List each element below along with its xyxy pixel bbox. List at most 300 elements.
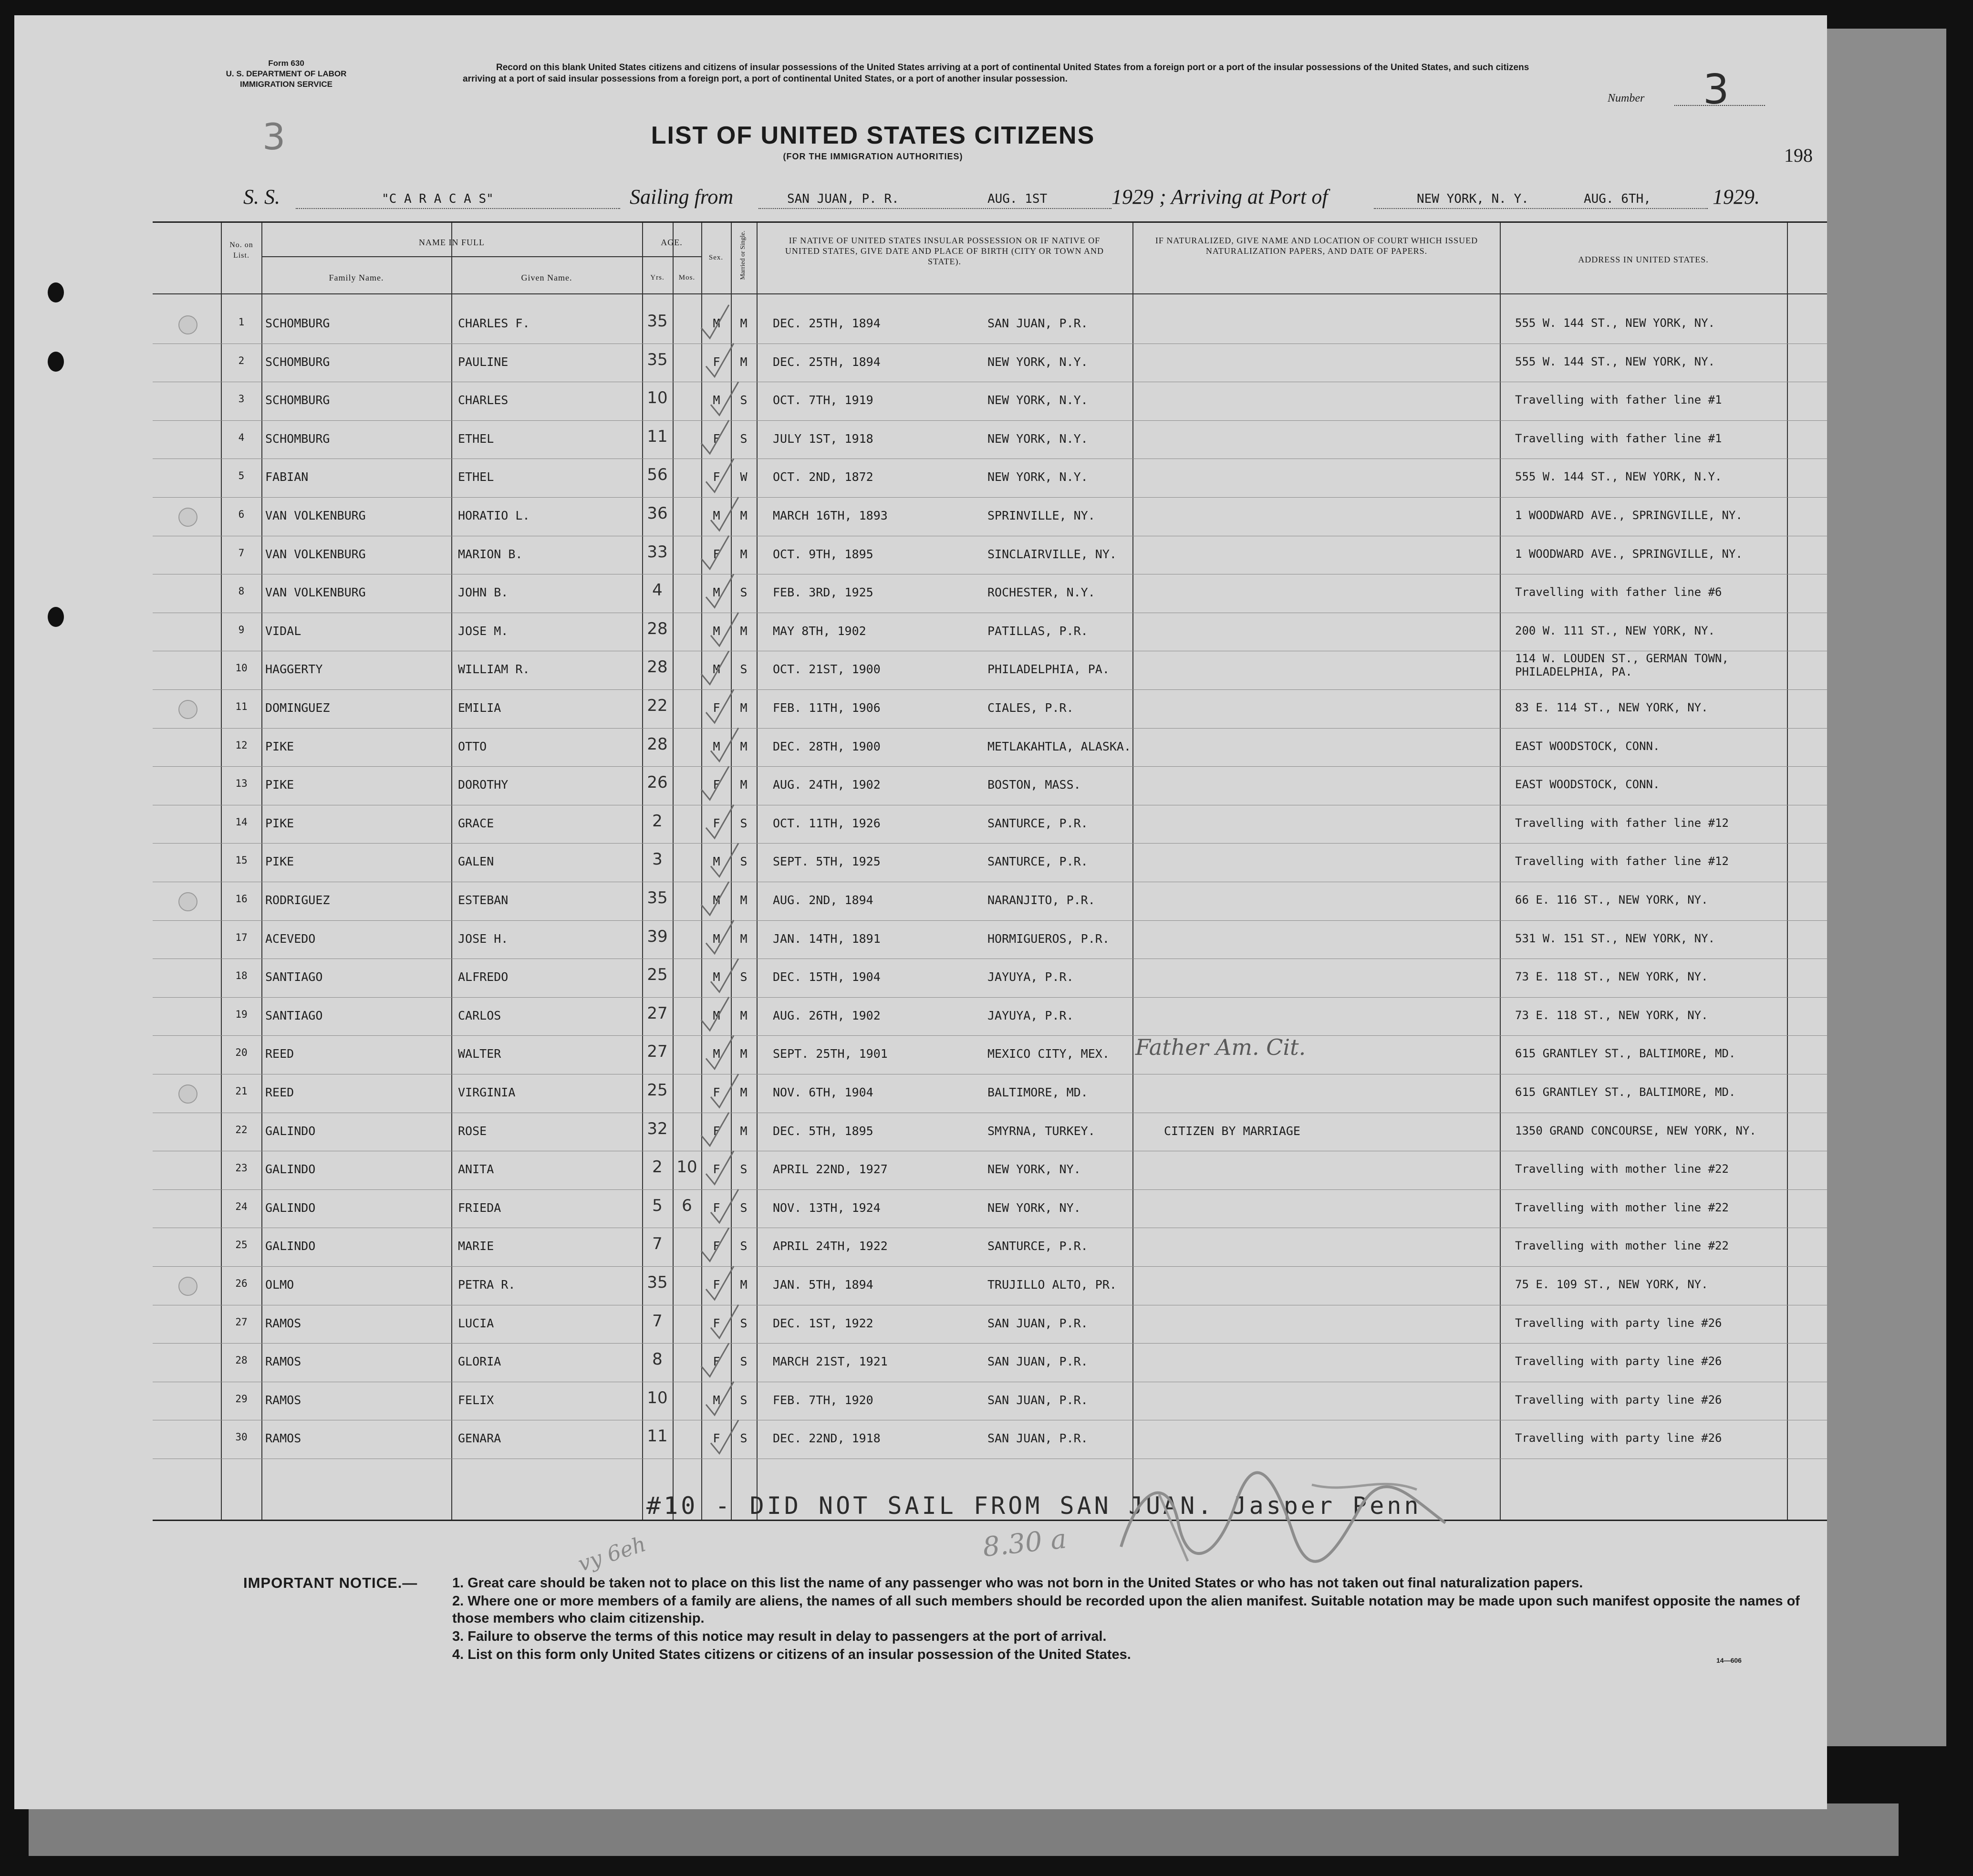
- marital-status: M: [740, 1124, 748, 1138]
- family-name: PIKE: [265, 816, 294, 830]
- us-address: 83 E. 114 ST., NEW YORK, NY.: [1515, 701, 1708, 714]
- row-number: 20: [235, 1047, 248, 1059]
- birth-place: PHILADELPHIA, PA.: [987, 662, 1110, 677]
- row-number: 21: [235, 1085, 248, 1097]
- notice-heading: IMPORTANT NOTICE.—: [243, 1574, 418, 1591]
- corner-mark: 3: [262, 115, 286, 158]
- family-name: VIDAL: [265, 624, 301, 638]
- row-number: 24: [235, 1200, 248, 1212]
- sex: F: [713, 778, 720, 792]
- age-years: 11: [647, 1427, 668, 1446]
- sex: F: [713, 1431, 720, 1446]
- row-number: 9: [238, 624, 245, 636]
- sex: F: [713, 816, 720, 830]
- age-years: 22: [647, 696, 668, 715]
- form-number: Form 630: [268, 59, 304, 68]
- row-number: 27: [235, 1316, 248, 1328]
- from-year: 1929: [1111, 185, 1153, 208]
- back-sheet-right: [1822, 29, 1946, 1746]
- naturalization: Father Am. Cit.: [1135, 1034, 1306, 1061]
- birth-date: OCT. 7TH, 1919: [773, 393, 873, 407]
- sex: M: [713, 1393, 720, 1407]
- age-years: 35: [647, 1273, 668, 1292]
- row-bullet: [178, 1084, 197, 1104]
- header-mos: Mos.: [678, 274, 696, 281]
- row-number: 11: [235, 701, 248, 712]
- header-birth: IF NATIVE OF UNITED STATES INSULAR POSSESSION OR IF NATIVE OF UNITED STATES, GIVE DATE AND PLACE OF BIRTH (CITY OR TOWN AND STATE).: [785, 236, 1104, 266]
- age-years: 10: [647, 388, 668, 408]
- header-bottom-rule: [153, 293, 1827, 294]
- sex: F: [713, 470, 720, 484]
- birth-place: SANTURCE, P.R.: [987, 816, 1088, 830]
- check-marks: [649, 294, 773, 1487]
- family-name: HAGGERTY: [265, 662, 323, 677]
- family-name: PIKE: [265, 778, 294, 792]
- birth-date: MARCH 21ST, 1921: [773, 1355, 888, 1369]
- department-name: U. S. DEPARTMENT OF LABOR: [226, 69, 347, 78]
- birth-date: DEC. 22ND, 1918: [773, 1431, 881, 1446]
- marital-status: M: [740, 931, 748, 946]
- given-name: WILLIAM R.: [458, 662, 530, 677]
- sex: M: [713, 316, 720, 330]
- marital-status: M: [740, 1008, 748, 1022]
- marital-status: S: [740, 1431, 748, 1446]
- age-years: 26: [647, 773, 668, 792]
- us-address: EAST WOODSTOCK, CONN.: [1515, 739, 1660, 753]
- sex: F: [713, 1200, 720, 1215]
- passenger-table: [153, 221, 1827, 1521]
- row-number: 30: [235, 1431, 248, 1443]
- page-title: LIST OF UNITED STATES CITIZENS: [651, 122, 1095, 149]
- family-name: VAN VOLKENBURG: [265, 585, 366, 600]
- birth-date: FEB. 11TH, 1906: [773, 701, 881, 715]
- marital-status: S: [740, 970, 748, 984]
- given-name: PAULINE: [458, 354, 509, 369]
- sex: F: [713, 1355, 720, 1369]
- given-name: JOSE H.: [458, 931, 509, 946]
- given-name: ROSE: [458, 1124, 487, 1138]
- marital-status: S: [740, 855, 748, 869]
- sex: F: [713, 1124, 720, 1138]
- birth-date: JAN. 5TH, 1894: [773, 1278, 873, 1292]
- row-bullet: [178, 1277, 197, 1296]
- header-no-on-list: No. on List.: [229, 241, 253, 260]
- given-name: CHARLES F.: [458, 316, 530, 330]
- row-number: 5: [238, 470, 245, 482]
- birth-place: NEW YORK, NY.: [987, 1162, 1081, 1177]
- punch-hole-3: [48, 607, 64, 627]
- number-label: Number: [1608, 92, 1645, 104]
- birth-place: SINCLAIRVILLE, NY.: [987, 547, 1117, 561]
- birth-place: TRUJILLO ALTO, PR.: [987, 1278, 1117, 1292]
- pencil-note-middle: 8.30 a: [981, 1523, 1068, 1563]
- name-header-rule: [261, 256, 642, 257]
- row-number: 3: [238, 393, 245, 405]
- naturalization: CITIZEN BY MARRIAGE: [1164, 1124, 1300, 1138]
- punch-hole-1: [48, 282, 64, 302]
- age-years: 33: [647, 542, 668, 562]
- us-address: Travelling with mother line #22: [1515, 1239, 1729, 1253]
- given-name: HORATIO L.: [458, 509, 530, 522]
- family-name: RAMOS: [265, 1431, 301, 1446]
- us-address: 73 E. 118 ST., NEW YORK, NY.: [1515, 970, 1708, 984]
- age-years: 5: [652, 1196, 663, 1215]
- birth-place: PATILLAS, P.R.: [987, 624, 1088, 638]
- col-rule-given: [451, 223, 452, 1520]
- age-years: 35: [647, 312, 668, 331]
- row-number: 16: [235, 893, 248, 905]
- marital-status: S: [740, 431, 748, 446]
- to-dotline: [1374, 208, 1708, 209]
- ship-name: "C A R A C A S": [382, 192, 494, 206]
- us-address: Travelling with party line #26: [1515, 1316, 1722, 1330]
- birth-place: NEW YORK, N.Y.: [987, 393, 1088, 407]
- given-name: JOSE M.: [458, 624, 509, 638]
- marital-status: M: [740, 316, 748, 330]
- preamble-text: Record on this blank United States citizens and citizens of insular possessions of the United States arriving at a port of continental United States from a foreign port or a port of the insular possessions of the United States, and such citizens arriving at a port of said insular possessions from a foreign port, a port of continental United States, or a port of another insular possession.: [463, 63, 1529, 84]
- us-address: Travelling with party line #26: [1515, 1355, 1722, 1368]
- header-married-or-single: Married or Single.: [739, 230, 747, 280]
- sex: M: [713, 624, 720, 638]
- us-address: Travelling with father line #12: [1515, 816, 1729, 830]
- family-name: SCHOMBURG: [265, 431, 330, 446]
- row-rule: [153, 920, 1827, 921]
- family-name: REED: [265, 1085, 294, 1099]
- us-address: 114 W. LOUDEN ST., GERMAN TOWN, PHILADELPHIA, PA.: [1515, 652, 1729, 679]
- birth-date: AUG. 2ND, 1894: [773, 893, 873, 907]
- age-header-rule: [642, 256, 701, 257]
- family-name: OLMO: [265, 1278, 294, 1292]
- sex: M: [713, 509, 720, 522]
- row-number: 25: [235, 1239, 248, 1251]
- header-naturalized: IF NATURALIZED, GIVE NAME AND LOCATION OF COURT WHICH ISSUED NATURALIZATION PAPERS, AND DATE OF PAPERS.: [1155, 236, 1478, 256]
- marital-status: M: [740, 547, 748, 561]
- birth-date: APRIL 24TH, 1922: [773, 1239, 888, 1253]
- family-name: DOMINGUEZ: [265, 701, 330, 715]
- birth-date: OCT. 11TH, 1926: [773, 816, 881, 830]
- given-name: PETRA R.: [458, 1278, 516, 1292]
- birth-place: ROCHESTER, N.Y.: [987, 585, 1095, 600]
- sex: M: [713, 662, 720, 677]
- sex: M: [713, 893, 720, 907]
- given-name: DOROTHY: [458, 778, 509, 792]
- col-rule-age: [642, 223, 643, 1520]
- ss-label: S. S.: [243, 185, 280, 208]
- given-name: VIRGINIA: [458, 1085, 516, 1099]
- row-rule: [153, 1343, 1827, 1344]
- to-year: 1929.: [1713, 185, 1760, 208]
- row-number: 4: [238, 431, 245, 443]
- row-rule: [153, 1189, 1827, 1190]
- age-years: 7: [652, 1234, 663, 1254]
- us-address: 615 GRANTLEY ST., BALTIMORE, MD.: [1515, 1047, 1736, 1061]
- given-name: CHARLES: [458, 393, 509, 407]
- birth-date: JAN. 14TH, 1891: [773, 931, 881, 946]
- family-name: SCHOMBURG: [265, 354, 330, 369]
- family-name: PIKE: [265, 739, 294, 753]
- birth-place: SANTURCE, P.R.: [987, 855, 1088, 869]
- family-name: RAMOS: [265, 1393, 301, 1407]
- marital-status: S: [740, 816, 748, 830]
- age-years: 36: [647, 504, 668, 523]
- birth-place: SAN JUAN, P.R.: [987, 1316, 1088, 1330]
- row-bullet: [178, 892, 197, 911]
- us-address: 555 W. 144 ST., NEW YORK, NY.: [1515, 316, 1715, 330]
- birth-date: APRIL 22ND, 1927: [773, 1162, 888, 1177]
- birth-place: NEW YORK, NY.: [987, 1200, 1081, 1215]
- row-rule: [153, 1266, 1827, 1267]
- marital-status: W: [740, 470, 748, 484]
- from-dotline: [758, 208, 1111, 209]
- age-years: 28: [647, 734, 668, 754]
- sex: M: [713, 739, 720, 753]
- age-years: 27: [647, 1003, 668, 1023]
- us-address: Travelling with father line #1: [1515, 393, 1722, 407]
- birth-place: BALTIMORE, MD.: [987, 1085, 1088, 1099]
- marital-status: M: [740, 701, 748, 715]
- birth-place: NARANJITO, P.R.: [987, 893, 1095, 907]
- arriving-label: ; Arriving at Port of: [1159, 185, 1328, 208]
- birth-place: SAN JUAN, P.R.: [987, 1431, 1088, 1446]
- age-years: 35: [647, 888, 668, 907]
- header-family-name: Family Name.: [329, 273, 384, 282]
- given-name: GENARA: [458, 1431, 501, 1446]
- us-address: EAST WOODSTOCK, CONN.: [1515, 778, 1660, 792]
- family-name: GALINDO: [265, 1239, 316, 1253]
- birth-place: SAN JUAN, P.R.: [987, 1355, 1088, 1369]
- family-name: RAMOS: [265, 1316, 301, 1330]
- row-bullet: [178, 508, 197, 527]
- row-number: 18: [235, 970, 248, 982]
- age-months: 10: [676, 1157, 697, 1177]
- birth-date: OCT. 21ST, 1900: [773, 662, 881, 677]
- sex: F: [713, 1162, 720, 1177]
- marital-status: S: [740, 1355, 748, 1369]
- given-name: WALTER: [458, 1047, 501, 1061]
- age-years: 7: [652, 1311, 663, 1331]
- to-port: NEW YORK, N. Y.: [1417, 192, 1529, 206]
- family-name: ACEVEDO: [265, 931, 316, 946]
- age-years: 3: [652, 850, 663, 869]
- family-name: PIKE: [265, 855, 294, 869]
- birth-date: MARCH 16TH, 1893: [773, 509, 888, 522]
- number-value: 3: [1703, 66, 1729, 114]
- notice-item-3: 3. Failure to observe the terms of this notice may result in delay to passengers at the port of arrival.: [452, 1629, 1107, 1644]
- sex: F: [713, 547, 720, 561]
- birth-place: SANTURCE, P.R.: [987, 1239, 1088, 1253]
- us-address: Travelling with father line #1: [1515, 431, 1722, 445]
- to-date: AUG. 6TH,: [1584, 192, 1651, 206]
- birth-place: METLAKAHTLA, ALASKA.: [987, 739, 1132, 753]
- voyage-line: [239, 183, 1813, 212]
- row-number: 23: [235, 1162, 248, 1174]
- marital-status: M: [740, 354, 748, 369]
- us-address: Travelling with mother line #22: [1515, 1162, 1729, 1176]
- row-rule: [153, 1035, 1827, 1036]
- row-rule: [153, 420, 1827, 421]
- sex: M: [713, 1047, 720, 1061]
- sex: M: [713, 1008, 720, 1022]
- marital-status: S: [740, 1200, 748, 1215]
- birth-place: JAYUYA, P.R.: [987, 1008, 1074, 1022]
- sex: F: [713, 1278, 720, 1292]
- given-name: GALEN: [458, 855, 494, 869]
- marital-status: S: [740, 1316, 748, 1330]
- given-name: ANITA: [458, 1162, 494, 1177]
- sex: F: [713, 1316, 720, 1330]
- age-years: 2: [652, 811, 663, 831]
- birth-place: SAN JUAN, P.R.: [987, 1393, 1088, 1407]
- given-name: GLORIA: [458, 1355, 501, 1369]
- notice-item-2: 2. Where one or more members of a family are aliens, the names of all such members should be recorded upon the alien manifest. Suitable notation may be made upon such manifest opposite the names of those members who claim citizenship.: [452, 1594, 1800, 1626]
- row-number: 13: [235, 778, 248, 790]
- list-number: [1608, 66, 1765, 114]
- col-rule-end: [1787, 223, 1788, 1520]
- marital-status: S: [740, 662, 748, 677]
- us-address: Travelling with mother line #22: [1515, 1200, 1729, 1214]
- birth-date: OCT. 2ND, 1872: [773, 470, 873, 484]
- row-number: 12: [235, 739, 248, 751]
- family-name: RAMOS: [265, 1355, 301, 1369]
- sailing-label: Sailing from: [630, 185, 734, 208]
- sex: F: [713, 354, 720, 369]
- us-address: 531 W. 151 ST., NEW YORK, NY.: [1515, 931, 1715, 945]
- given-name: MARIE: [458, 1239, 494, 1253]
- birth-date: AUG. 24TH, 1902: [773, 778, 881, 792]
- age-years: 39: [647, 927, 668, 946]
- header-yrs: Yrs.: [650, 274, 665, 281]
- header-name-in-full: NAME IN FULL: [419, 238, 485, 247]
- given-name: ESTEBAN: [458, 893, 509, 907]
- sex: M: [713, 393, 720, 407]
- from-port: SAN JUAN, P. R.: [787, 192, 899, 206]
- given-name: LUCIA: [458, 1316, 494, 1330]
- sex: M: [713, 855, 720, 869]
- sex: F: [713, 701, 720, 715]
- family-name: VAN VOLKENBURG: [265, 509, 366, 522]
- us-address: 1 WOODWARD AVE., SPRINGVILLE, NY.: [1515, 547, 1743, 561]
- sex: F: [713, 1239, 720, 1253]
- row-bullet: [178, 700, 197, 719]
- family-name: VAN VOLKENBURG: [265, 547, 366, 561]
- sex: M: [713, 970, 720, 984]
- marital-status: M: [740, 893, 748, 907]
- marital-status: M: [740, 624, 748, 638]
- ship-dotline: [296, 208, 620, 209]
- birth-place: MEXICO CITY, MEX.: [987, 1047, 1110, 1061]
- birth-place: NEW YORK, N.Y.: [987, 470, 1088, 484]
- us-address: 1 WOODWARD AVE., SPRINGVILLE, NY.: [1515, 509, 1743, 522]
- birth-date: DEC. 25TH, 1894: [773, 354, 881, 369]
- service-name: IMMIGRATION SERVICE: [240, 80, 332, 89]
- notice-item-1: 1. Great care should be taken not to place on this list the name of any passenger who was not born in the United States or who has not taken out final naturalization papers.: [452, 1575, 1583, 1591]
- birth-date: DEC. 15TH, 1904: [773, 970, 881, 984]
- birth-date: DEC. 25TH, 1894: [773, 316, 881, 330]
- row-number: 15: [235, 855, 248, 866]
- us-address: Travelling with father line #12: [1515, 855, 1729, 868]
- row-rule: [153, 843, 1827, 844]
- print-code: 14—606: [1716, 1657, 1742, 1664]
- birth-place: CIALES, P.R.: [987, 701, 1074, 715]
- us-address: 66 E. 116 ST., NEW YORK, NY.: [1515, 893, 1708, 907]
- sex: F: [713, 1085, 720, 1099]
- birth-place: SMYRNA, TURKEY.: [987, 1124, 1095, 1138]
- family-name: GALINDO: [265, 1200, 316, 1215]
- family-name: RODRIGUEZ: [265, 893, 330, 907]
- header-sex: Sex.: [708, 254, 724, 261]
- birth-date: MAY 8TH, 1902: [773, 624, 866, 638]
- page-subtitle: (FOR THE IMMIGRATION AUTHORITIES): [783, 152, 963, 161]
- row-number: 8: [238, 585, 245, 597]
- birth-date: SEPT. 25TH, 1901: [773, 1047, 888, 1061]
- age-years: 35: [647, 350, 668, 369]
- sex: M: [713, 931, 720, 946]
- us-address: 555 W. 144 ST., NEW YORK, NY.: [1515, 354, 1715, 368]
- given-name: ALFREDO: [458, 970, 509, 984]
- marital-status: S: [740, 1239, 748, 1253]
- row-rule: [153, 689, 1827, 690]
- birth-date: SEPT. 5TH, 1925: [773, 855, 881, 869]
- form-identifier: [177, 58, 396, 90]
- row-rule: [153, 766, 1827, 767]
- sex: F: [713, 431, 720, 446]
- from-date: AUG. 1ST: [987, 192, 1048, 206]
- age-years: 11: [647, 427, 668, 446]
- birth-date: OCT. 9TH, 1895: [773, 547, 873, 561]
- row-number: 10: [235, 662, 248, 674]
- family-name: REED: [265, 1047, 294, 1061]
- us-address: Travelling with father line #6: [1515, 585, 1722, 599]
- col-rule-nat: [1132, 223, 1133, 1520]
- given-name: GRACE: [458, 816, 494, 830]
- us-address: 200 W. 111 ST., NEW YORK, NY.: [1515, 624, 1715, 637]
- signature-stamp-scribble: [1111, 1466, 1474, 1571]
- row-number: 14: [235, 816, 248, 828]
- age-years: 4: [652, 581, 663, 600]
- birth-place: BOSTON, MASS.: [987, 778, 1081, 792]
- notice-item-4: 4. List on this form only United States citizens or citizens of an insular possession of the United States.: [452, 1647, 1131, 1662]
- age-years: 25: [647, 965, 668, 985]
- birth-place: SPRINVILLE, NY.: [987, 509, 1095, 522]
- given-name: FRIEDA: [458, 1200, 501, 1215]
- marital-status: S: [740, 1393, 748, 1407]
- col-rule-addr: [1500, 223, 1501, 1520]
- family-name: FABIAN: [265, 470, 309, 484]
- birth-date: DEC. 1ST, 1922: [773, 1316, 873, 1330]
- given-name: ETHEL: [458, 431, 494, 446]
- row-number: 19: [235, 1008, 248, 1020]
- row-number: 28: [235, 1355, 248, 1366]
- birth-place: NEW YORK, N.Y.: [987, 354, 1088, 369]
- col-rule-family: [261, 223, 262, 1520]
- given-name: EMILIA: [458, 701, 501, 715]
- row-number: 17: [235, 931, 248, 943]
- row-number: 2: [238, 354, 245, 366]
- age-years: 28: [647, 619, 668, 638]
- marital-status: M: [740, 739, 748, 753]
- family-name: SANTIAGO: [265, 1008, 323, 1022]
- us-address: 75 E. 109 ST., NEW YORK, NY.: [1515, 1278, 1708, 1291]
- given-name: CARLOS: [458, 1008, 501, 1022]
- punch-hole-2: [48, 352, 64, 372]
- given-name: ETHEL: [458, 470, 494, 484]
- age-years: 10: [647, 1388, 668, 1407]
- marital-status: M: [740, 1278, 748, 1292]
- given-name: JOHN B.: [458, 585, 509, 600]
- header-given-name: Given Name.: [521, 273, 572, 282]
- birth-place: SAN JUAN, P.R.: [987, 316, 1088, 330]
- us-address: 1350 GRAND CONCOURSE, NEW YORK, NY.: [1515, 1124, 1756, 1137]
